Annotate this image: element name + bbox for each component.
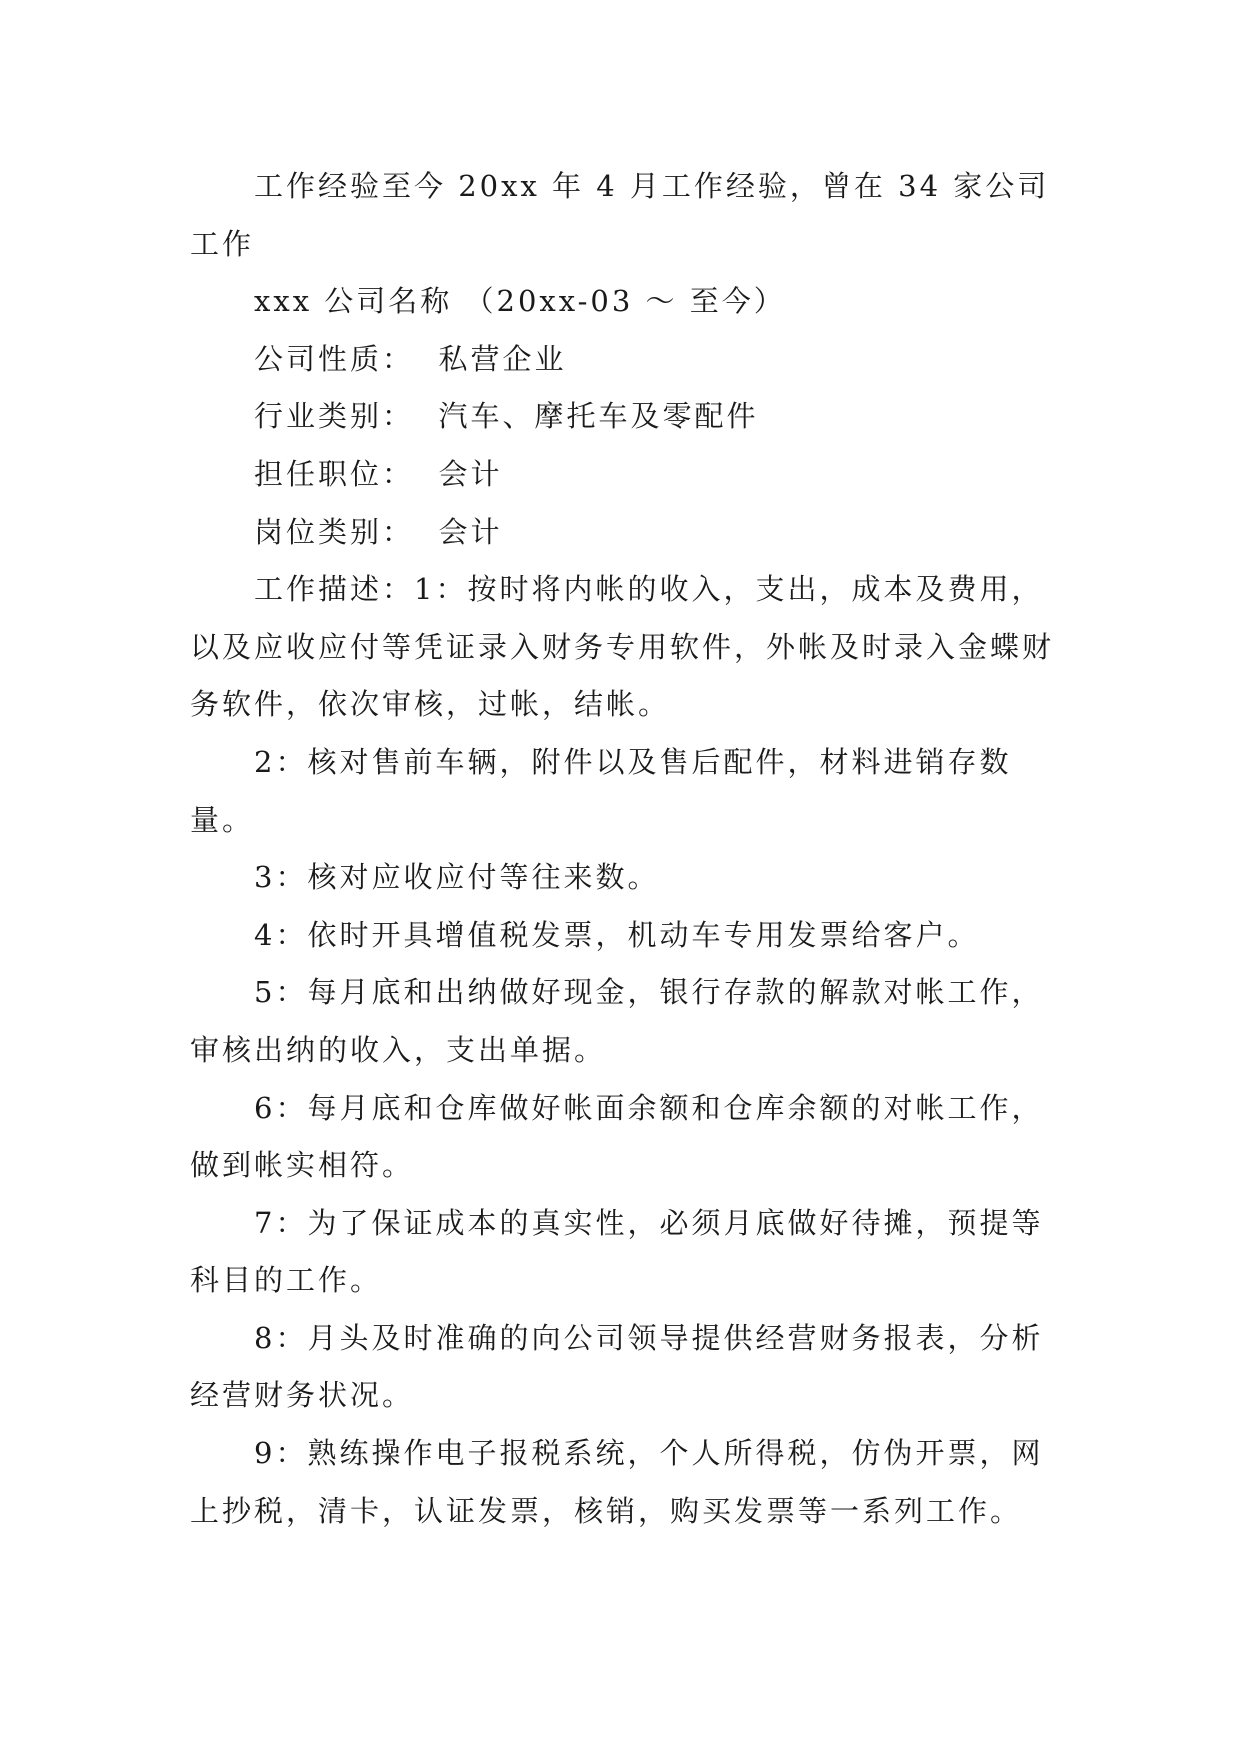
field-industry [190, 388, 1060, 446]
field-label: 岗位类别： [254, 514, 415, 549]
field-value: 汽车、摩托车及零配件 [438, 399, 759, 434]
field-label: 公司性质： [254, 341, 415, 376]
description-item-1 [190, 561, 1060, 734]
field-value: 会计 [438, 456, 503, 491]
description-item-2: 2：核对售前车辆，附件以及售后配件，材料进销存数量。 [190, 744, 1012, 837]
description-item-3: 3：核对应收应付等往来数。 [254, 860, 660, 895]
experience-summary: 工作经验至今 20xx 年 4 月工作经验，曾在 34 家公司工作 [190, 169, 1050, 261]
field-job-category [190, 504, 1060, 562]
description-text: 1：按时将内帐的收入，支出，成本及费用，以及应收应付等凭证录入财务专用软件，外帐及时录入金蝶财务软件，依次审核，过帐，结帐。 [190, 572, 1055, 722]
field-value: 私营企业 [438, 341, 567, 376]
description-item-4: 4：依时开具增值税发票，机动车专用发票给客户。 [254, 917, 980, 952]
description-item-9: 9：熟练操作电子报税系统，个人所得税，仿伪开票，网上抄税，清卡，认证发票，核销，购买发票等一系列工作。 [190, 1436, 1044, 1528]
description-item-6: 6：每月底和仓库做好帐面余额和仓库余额的对帐工作，做到帐实相符。 [190, 1090, 1044, 1183]
field-value: 会计 [438, 514, 503, 549]
description-item-8: 8：月头及时准确的向公司领导提供经营财务报表，分析经营财务状况。 [190, 1320, 1044, 1413]
description-item-5: 5：每月底和出纳做好现金，银行存款的解款对帐工作，审核出纳的收入，支出单据。 [190, 975, 1044, 1067]
field-label: 担任职位： [254, 456, 415, 491]
description-label: 工作描述： [254, 572, 415, 607]
description-item-7: 7：为了保证成本的真实性，必须月底做好待摊，预提等科目的工作。 [190, 1205, 1044, 1298]
field-company-nature [190, 331, 1060, 389]
field-position [190, 446, 1060, 504]
company-line: xxx 公司名称 （20xx-03 ～ 至今） [254, 284, 786, 319]
document-body [190, 158, 1060, 1540]
field-label: 行业类别： [254, 399, 415, 434]
